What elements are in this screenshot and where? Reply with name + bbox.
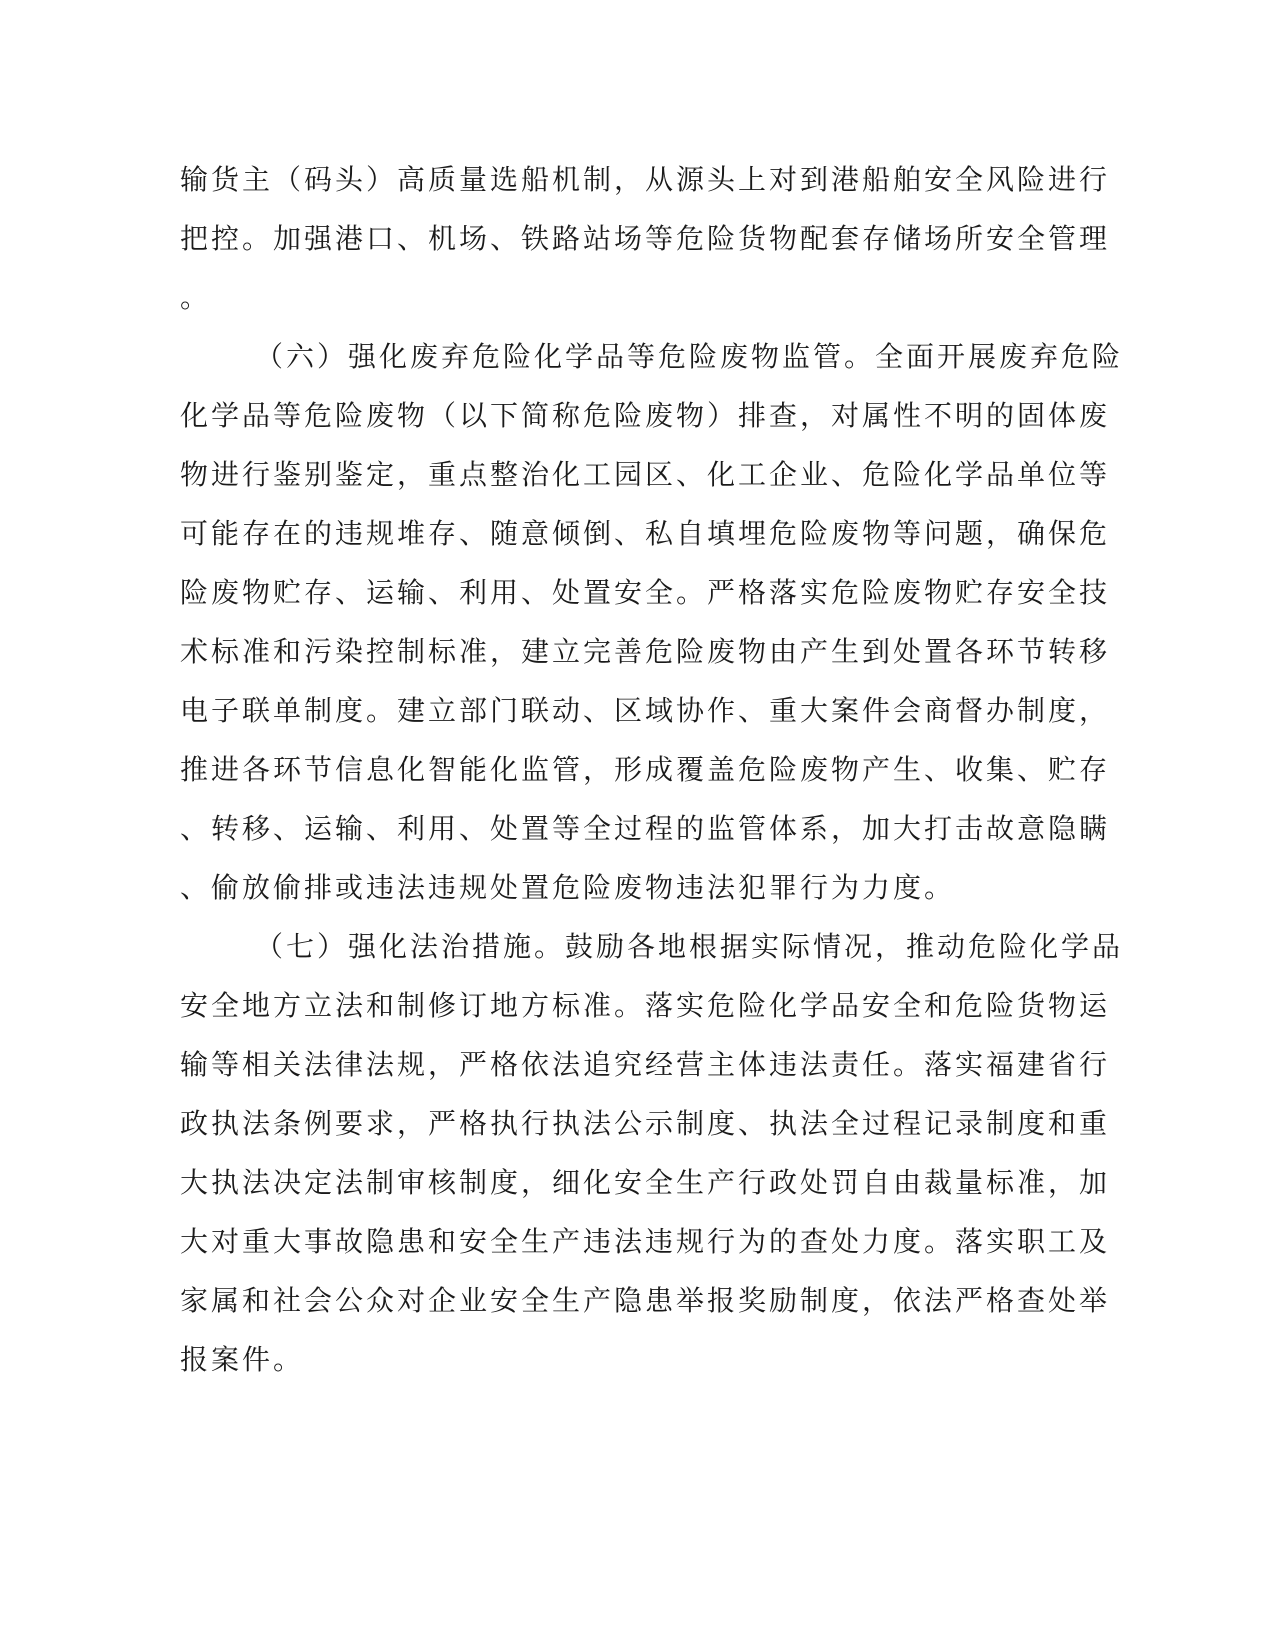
text-line <box>180 984 1110 1028</box>
text-line <box>180 1043 1110 1087</box>
text-line <box>180 394 1110 438</box>
text-line <box>180 1102 1110 1146</box>
line-text: 。 <box>180 281 212 314</box>
line-text: 、转移、运输、利用、处置等全过程的监管体系，加大打击故意隐瞒 <box>180 812 1111 845</box>
line-text: （七）强化法治措施。鼓励各地根据实际情况，推动危险化学品 <box>255 930 1124 963</box>
text-line <box>180 453 1110 497</box>
text-line <box>180 276 211 320</box>
text-line <box>180 1161 1110 1205</box>
line-text: 安全地方立法和制修订地方标准。落实危险化学品安全和危险货物运 <box>180 989 1111 1022</box>
text-line <box>180 158 1110 202</box>
line-text: 物进行鉴别鉴定，重点整治化工园区、化工企业、危险化学品单位等 <box>180 458 1111 491</box>
line-text: 化学品等危险废物（以下简称危险废物）排查，对属性不明的固体废 <box>180 399 1111 432</box>
line-text: 报案件。 <box>180 1343 305 1376</box>
text-line <box>180 1220 1110 1264</box>
text-line <box>180 571 1110 615</box>
line-text: 可能存在的违规堆存、随意倾倒、私自填埋危险废物等问题，确保危 <box>180 517 1111 550</box>
line-text: 政执法条例要求，严格执行执法公示制度、执法全过程记录制度和重 <box>180 1107 1111 1140</box>
text-line <box>180 866 955 910</box>
text-line <box>180 1338 304 1382</box>
text-line <box>180 689 1110 733</box>
line-text: 、偷放偷排或违法违规处置危险废物违法犯罪行为力度。 <box>180 871 956 904</box>
line-text: 推进各环节信息化智能化监管，形成覆盖危险废物产生、收集、贮存 <box>180 753 1111 786</box>
paragraph-first-line <box>255 335 1123 379</box>
line-text: 电子联单制度。建立部门联动、区域协作、重大案件会商督办制度， <box>180 694 1111 727</box>
line-text: （六）强化废弃危险化学品等危险废物监管。全面开展废弃危险 <box>255 340 1124 373</box>
line-text: 术标准和污染控制标准，建立完善危险废物由产生到处置各环节转移 <box>180 635 1111 668</box>
line-text: 家属和社会公众对企业安全生产隐患举报奖励制度，依法严格查处举 <box>180 1284 1111 1317</box>
text-line <box>180 748 1110 792</box>
line-text: 大对重大事故隐患和安全生产违法违规行为的查处力度。落实职工及 <box>180 1225 1111 1258</box>
text-line <box>180 1279 1110 1323</box>
line-text: 把控。加强港口、机场、铁路站场等危险货物配套存储场所安全管理 <box>180 222 1111 255</box>
text-line <box>180 217 1110 261</box>
paragraph-first-line <box>255 925 1123 969</box>
line-text: 大执法决定法制审核制度，细化安全生产行政处罚自由裁量标准，加 <box>180 1166 1111 1199</box>
text-line <box>180 630 1110 674</box>
text-line <box>180 807 1110 851</box>
text-line <box>180 512 1110 556</box>
line-text: 输货主（码头）高质量选船机制，从源头上对到港船舶安全风险进行 <box>180 163 1111 196</box>
line-text: 险废物贮存、运输、利用、处置安全。严格落实危险废物贮存安全技 <box>180 576 1111 609</box>
line-text: 输等相关法律法规，严格依法追究经营主体违法责任。落实福建省行 <box>180 1048 1111 1081</box>
